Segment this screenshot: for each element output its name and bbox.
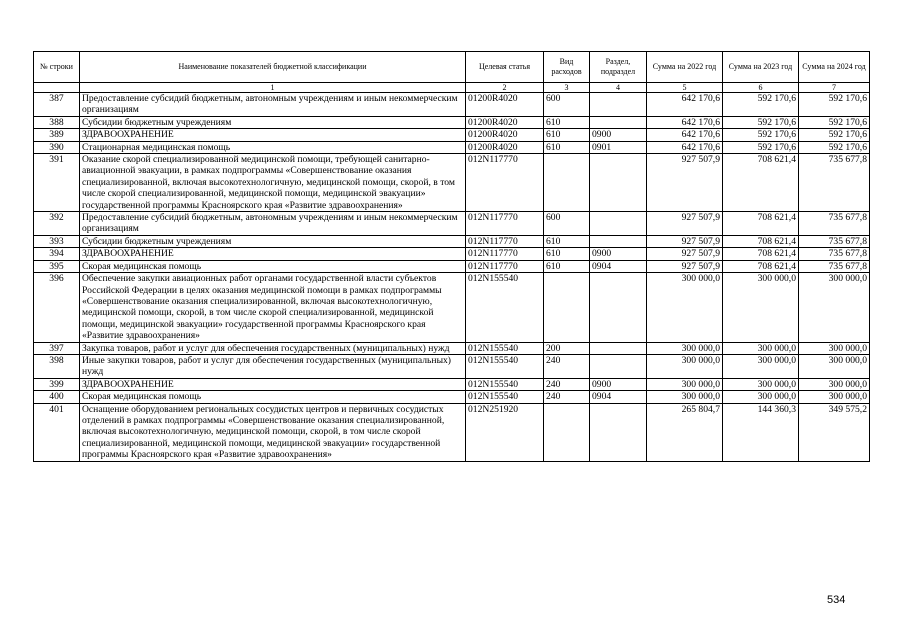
- column-number: 6: [723, 83, 799, 93]
- row-expense-type: 240: [544, 354, 590, 378]
- row-sum-2024: 592 170,6: [799, 141, 870, 153]
- row-name: Обеспечение закупки авиационных работ органами государственной власти субъектов Российской Федерации в целях оказания медицинской помощи в рамках подпрограммы «Совершенствование оказания специализированной, включая высокотехнологичную, медицинской помощи, скорой, в том числе скорой специализированной, медицинской помощи, медицинской эвакуации» государственной программы Красноярского края «Развитие здравоохранения»: [80, 273, 466, 342]
- row-sum-2023: 144 360,3: [723, 403, 799, 461]
- row-section: [590, 342, 647, 354]
- row-sum-2022: 642 170,6: [647, 93, 723, 117]
- row-sum-2022: 927 507,9: [647, 248, 723, 260]
- row-expense-type: 240: [544, 378, 590, 390]
- row-name: Скорая медицинская помощь: [80, 391, 466, 403]
- row-target-article: 012N117770: [466, 154, 544, 212]
- row-name: Оснащение оборудованием региональных сосудистых центров и первичных сосудистых отделений в рамках подпрограммы «Совершенствование оказания специализированной, включая высокотехнологичную, медицинской помощи, скорой, в том числе скорой специализированной, медицинской помощи, медицинской эвакуации» государственной программы Красноярского края «Развитие здравоохранения»: [80, 403, 466, 461]
- header-name: Наименование показателей бюджетной классификации: [80, 52, 466, 83]
- row-sum-2024: 349 575,2: [799, 403, 870, 461]
- row-target-article: 012N251920: [466, 403, 544, 461]
- row-name: Иные закупки товаров, работ и услуг для обеспечения государственных (муниципальных) нужд: [80, 354, 466, 378]
- header-expense-type: Вид расходов: [544, 52, 590, 83]
- header-row-number: № строки: [34, 52, 80, 83]
- row-target-article: 012N117770: [466, 248, 544, 260]
- row-expense-type: [544, 403, 590, 461]
- table-row: [34, 116, 870, 128]
- header-row: [34, 52, 870, 83]
- table-row: [34, 235, 870, 247]
- row-sum-2023: 708 621,4: [723, 235, 799, 247]
- table-row: [34, 141, 870, 153]
- row-name: Предоставление субсидий бюджетным, автономным учреждениям и иным некоммерческим организациям: [80, 93, 466, 117]
- row-section: 0901: [590, 141, 647, 153]
- row-sum-2023: 300 000,0: [723, 354, 799, 378]
- row-target-article: 01200R4020: [466, 116, 544, 128]
- row-target-article: 012N155540: [466, 378, 544, 390]
- row-section: [590, 354, 647, 378]
- row-target-article: 01200R4020: [466, 93, 544, 117]
- row-sum-2024: 300 000,0: [799, 354, 870, 378]
- row-sum-2024: 592 170,6: [799, 93, 870, 117]
- row-sum-2022: 642 170,6: [647, 141, 723, 153]
- column-number: 1: [80, 83, 466, 93]
- row-expense-type: 610: [544, 116, 590, 128]
- row-number: 393: [34, 235, 80, 247]
- row-section: 0900: [590, 378, 647, 390]
- table-row: [34, 248, 870, 260]
- row-expense-type: [544, 273, 590, 342]
- row-target-article: 01200R4020: [466, 129, 544, 141]
- row-target-article: 012N155540: [466, 354, 544, 378]
- row-section: [590, 403, 647, 461]
- row-sum-2024: 300 000,0: [799, 273, 870, 342]
- row-section: 0900: [590, 129, 647, 141]
- row-expense-type: 610: [544, 235, 590, 247]
- row-sum-2024: 300 000,0: [799, 391, 870, 403]
- row-sum-2024: 592 170,6: [799, 116, 870, 128]
- row-number: 398: [34, 354, 80, 378]
- table-row: [34, 260, 870, 272]
- row-sum-2024: 592 170,6: [799, 129, 870, 141]
- table-row: [34, 378, 870, 390]
- row-sum-2022: 642 170,6: [647, 116, 723, 128]
- column-number: 4: [590, 83, 647, 93]
- row-sum-2022: 265 804,7: [647, 403, 723, 461]
- column-number-row: [34, 83, 870, 93]
- row-expense-type: 610: [544, 141, 590, 153]
- row-name: Предоставление субсидий бюджетным, автономным учреждениям и иным некоммерческим организациям: [80, 212, 466, 236]
- row-sum-2023: 708 621,4: [723, 260, 799, 272]
- row-target-article: 012N117770: [466, 260, 544, 272]
- row-number: 392: [34, 212, 80, 236]
- row-sum-2024: 300 000,0: [799, 378, 870, 390]
- row-sum-2023: 592 170,6: [723, 93, 799, 117]
- row-expense-type: 610: [544, 129, 590, 141]
- row-name: Оказание скорой специализированной медицинской помощи, требующей санитарно-авиационной эвакуации, в рамках подпрограммы «Совершенствование оказания специализированной, включая высокотехнологичную, медицинской помощи, скорой, в том числе скорой специализированной, медицинской помощи, медицинской эвакуации» государственной программы Красноярского края «Развитие здравоохранения»: [80, 154, 466, 212]
- header-sum-2024: Сумма на 2024 год: [799, 52, 870, 83]
- row-number: 399: [34, 378, 80, 390]
- column-number: 3: [544, 83, 590, 93]
- row-expense-type: 600: [544, 212, 590, 236]
- row-sum-2022: 642 170,6: [647, 129, 723, 141]
- row-section: [590, 93, 647, 117]
- row-sum-2022: 927 507,9: [647, 212, 723, 236]
- row-section: [590, 273, 647, 342]
- row-sum-2024: 300 000,0: [799, 342, 870, 354]
- row-sum-2024: 735 677,8: [799, 212, 870, 236]
- row-name: Закупка товаров, работ и услуг для обеспечения государственных (муниципальных) нужд: [80, 342, 466, 354]
- row-sum-2023: 300 000,0: [723, 378, 799, 390]
- row-sum-2022: 927 507,9: [647, 260, 723, 272]
- row-number: 387: [34, 93, 80, 117]
- row-number: 396: [34, 273, 80, 342]
- row-sum-2022: 300 000,0: [647, 391, 723, 403]
- page-number: 534: [827, 594, 846, 606]
- row-sum-2022: 300 000,0: [647, 273, 723, 342]
- table-row: [34, 93, 870, 117]
- row-name: ЗДРАВООХРАНЕНИЕ: [80, 129, 466, 141]
- row-sum-2023: 708 621,4: [723, 154, 799, 212]
- row-sum-2023: 708 621,4: [723, 248, 799, 260]
- row-number: 395: [34, 260, 80, 272]
- row-number: 388: [34, 116, 80, 128]
- table-row: [34, 391, 870, 403]
- row-expense-type: 610: [544, 260, 590, 272]
- row-number: 397: [34, 342, 80, 354]
- row-sum-2023: 592 170,6: [723, 141, 799, 153]
- row-sum-2023: 300 000,0: [723, 273, 799, 342]
- row-sum-2024: 735 677,8: [799, 235, 870, 247]
- header-target-article: Целевая статья: [466, 52, 544, 83]
- row-target-article: 012N155540: [466, 342, 544, 354]
- row-sum-2022: 927 507,9: [647, 235, 723, 247]
- column-number: 5: [647, 83, 723, 93]
- row-target-article: 012N155540: [466, 273, 544, 342]
- row-expense-type: [544, 154, 590, 212]
- budget-table: [33, 51, 870, 462]
- table-row: [34, 273, 870, 342]
- table-row: [34, 212, 870, 236]
- row-expense-type: 200: [544, 342, 590, 354]
- header-sum-2023: Сумма на 2023 год: [723, 52, 799, 83]
- row-section: [590, 235, 647, 247]
- row-sum-2023: 300 000,0: [723, 391, 799, 403]
- row-sum-2023: 592 170,6: [723, 129, 799, 141]
- column-number: [34, 83, 80, 93]
- row-section: [590, 212, 647, 236]
- header-sum-2022: Сумма на 2022 год: [647, 52, 723, 83]
- row-sum-2023: 708 621,4: [723, 212, 799, 236]
- row-sum-2024: 735 677,8: [799, 260, 870, 272]
- row-number: 401: [34, 403, 80, 461]
- row-sum-2022: 300 000,0: [647, 342, 723, 354]
- row-name: ЗДРАВООХРАНЕНИЕ: [80, 378, 466, 390]
- row-target-article: 01200R4020: [466, 141, 544, 153]
- row-number: 391: [34, 154, 80, 212]
- row-section: 0900: [590, 248, 647, 260]
- row-number: 400: [34, 391, 80, 403]
- row-target-article: 012N117770: [466, 235, 544, 247]
- row-section: [590, 154, 647, 212]
- row-number: 394: [34, 248, 80, 260]
- table-row: [34, 354, 870, 378]
- table-row: [34, 154, 870, 212]
- column-number: 7: [799, 83, 870, 93]
- row-sum-2024: 735 677,8: [799, 248, 870, 260]
- row-sum-2023: 592 170,6: [723, 116, 799, 128]
- row-name: ЗДРАВООХРАНЕНИЕ: [80, 248, 466, 260]
- row-number: 390: [34, 141, 80, 153]
- row-section: [590, 116, 647, 128]
- row-name: Скорая медицинская помощь: [80, 260, 466, 272]
- row-sum-2022: 300 000,0: [647, 378, 723, 390]
- header-section: Раздел, подраздел: [590, 52, 647, 83]
- column-number: 2: [466, 83, 544, 93]
- row-name: Субсидии бюджетным учреждениям: [80, 116, 466, 128]
- row-section: 0904: [590, 260, 647, 272]
- row-expense-type: 600: [544, 93, 590, 117]
- row-number: 389: [34, 129, 80, 141]
- row-name: Стационарная медицинская помощь: [80, 141, 466, 153]
- row-sum-2024: 735 677,8: [799, 154, 870, 212]
- row-sum-2022: 300 000,0: [647, 354, 723, 378]
- row-name: Субсидии бюджетным учреждениям: [80, 235, 466, 247]
- row-section: 0904: [590, 391, 647, 403]
- row-expense-type: 240: [544, 391, 590, 403]
- row-sum-2022: 927 507,9: [647, 154, 723, 212]
- table-row: [34, 403, 870, 461]
- row-expense-type: 610: [544, 248, 590, 260]
- row-sum-2023: 300 000,0: [723, 342, 799, 354]
- row-target-article: 012N117770: [466, 212, 544, 236]
- table-row: [34, 342, 870, 354]
- row-target-article: 012N155540: [466, 391, 544, 403]
- table-row: [34, 129, 870, 141]
